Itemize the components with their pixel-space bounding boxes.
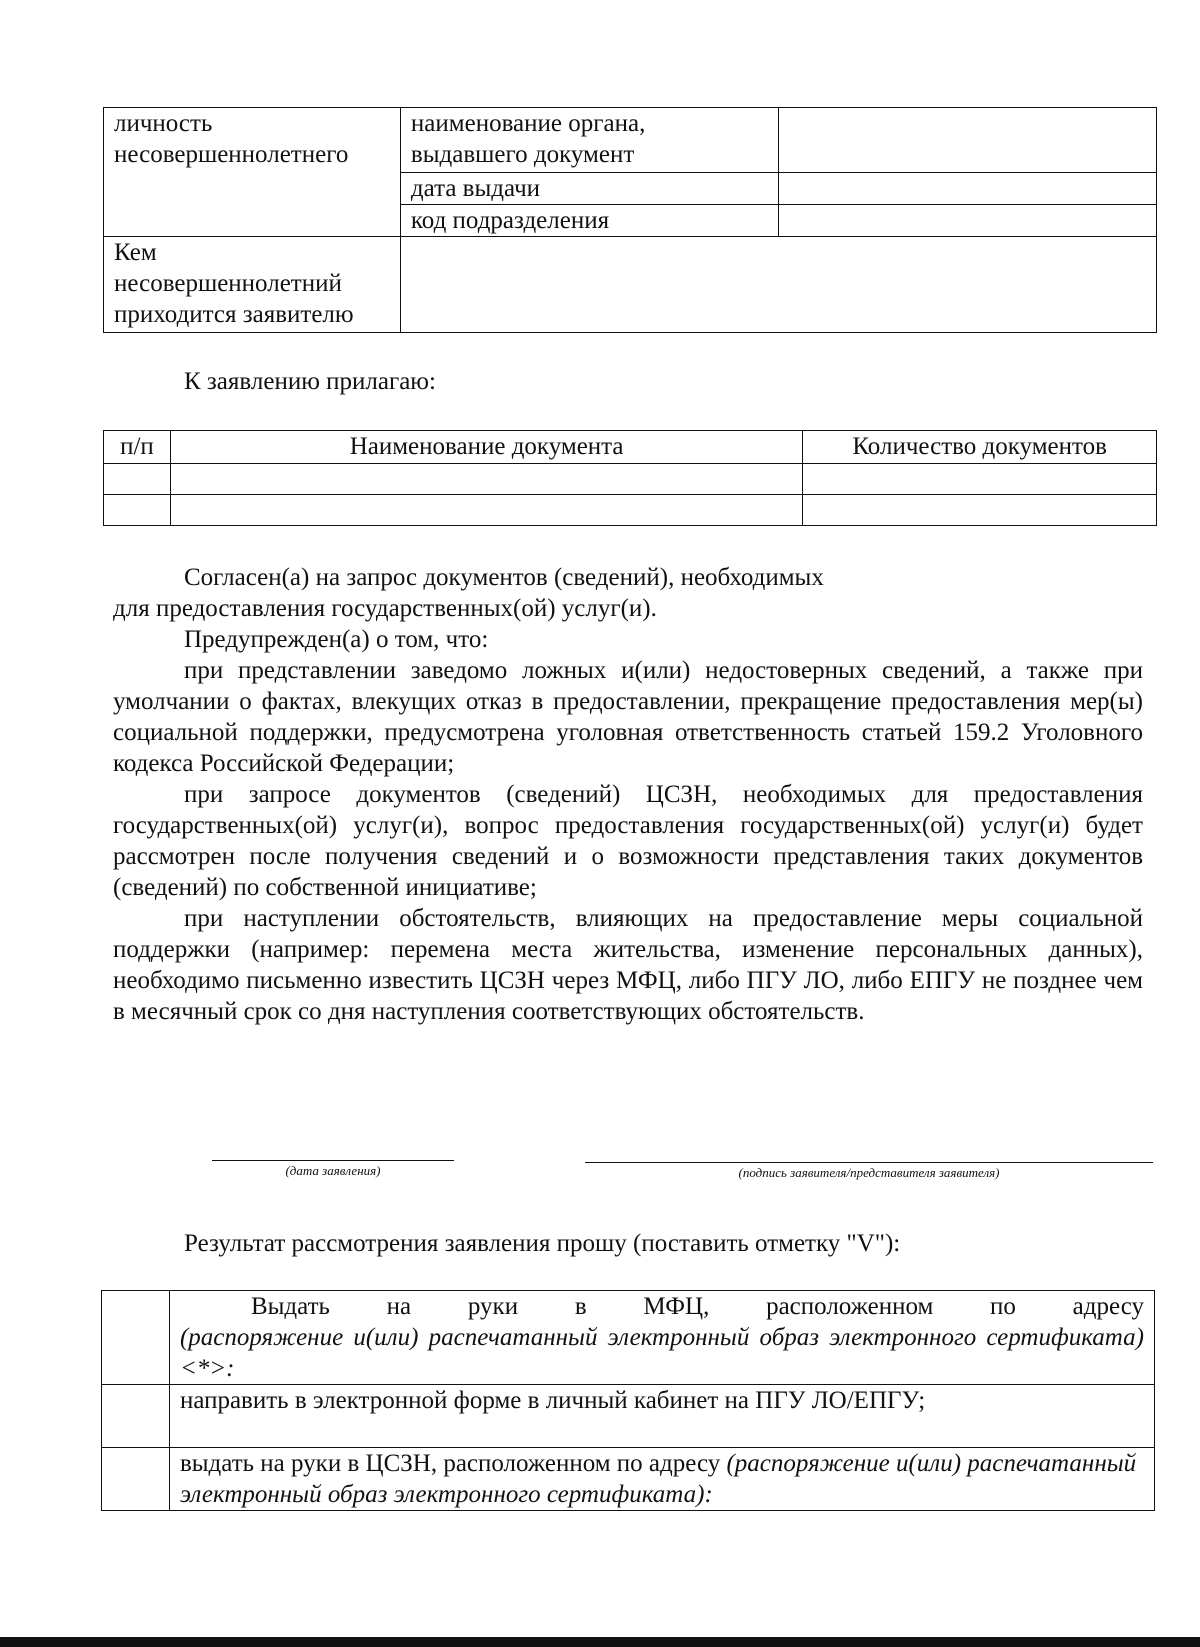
option-online-checkbox[interactable] [102, 1385, 170, 1448]
date-signature-line [212, 1160, 454, 1161]
identity-label: личность несовершеннолетнего [104, 108, 401, 237]
table-row [104, 464, 1157, 495]
applicant-signature-line [585, 1162, 1153, 1163]
division-code-label: код подразделения [400, 205, 778, 237]
issuer-label: наименование органа, выдавшего документ [400, 108, 778, 173]
col-number-header: п/п [104, 431, 171, 464]
issue-date-label: дата выдачи [400, 173, 778, 205]
warning-document-request: при запросе документов (сведений) ЦСЗН, необходимых для предоставления государственных(ой) услуг(и), вопрос предоставления государственных(ой) услуг(и) будет рассмотрен после получения сведений и о возможности представления таких документов (сведений) по собственной инициативе; [113, 781, 1143, 901]
relation-label: Кем несовершеннолетний приходится заявителю [104, 237, 401, 333]
option-mfc-checkbox[interactable] [102, 1291, 170, 1385]
scan-edge [0, 1637, 1200, 1647]
table-cell[interactable] [104, 464, 171, 495]
table-cell[interactable] [170, 464, 802, 495]
table-cell[interactable] [170, 495, 802, 526]
col-document-count-header: Количество документов [803, 431, 1157, 464]
minor-identity-table [103, 107, 1157, 333]
warning-circumstances: при наступлении обстоятельств, влияющих на предоставление меры социальной поддержки (например: перемена места жительства, изменение персональных данных), необходимо письменно известить ЦСЗН через МФЦ, либо ПГУ ЛО, либо ЕПГУ не позднее чем в месячный срок со дня наступления соответствующих обстоятельств. [113, 905, 1143, 1025]
warning-intro: Предупрежден(а) о том, что: [184, 626, 489, 653]
consent-line-2: для предоставления государственных(ой) услуг(и). [113, 595, 657, 622]
option-mfc-note: (распоряжение и(или) распечатанный электронный образ электронного сертификата) <*>: [179, 1324, 1144, 1382]
col-document-name-header: Наименование документа [170, 431, 802, 464]
consent-line-1: Согласен(а) на запрос документов (сведений), необходимых [184, 564, 824, 591]
division-code-value[interactable] [778, 205, 1156, 237]
date-label: (дата заявления) [285, 1163, 381, 1178]
result-title: Результат рассмотрения заявления прошу (поставить отметку "V"): [184, 1230, 901, 1257]
relation-value[interactable] [400, 237, 1156, 333]
consent-block [113, 562, 1143, 1027]
signature-label: (подпись заявителя/представителя заявителя) [738, 1165, 1000, 1180]
option-cszn [169, 1448, 1154, 1511]
option-cszn-text: выдать на руки в ЦСЗН, расположенном по адресу [179, 1450, 721, 1477]
attachments-table [103, 430, 1157, 526]
option-cszn-checkbox[interactable] [102, 1448, 170, 1511]
option-online: направить в электронной форме в личный кабинет на ПГУ ЛО/ЕПГУ; [169, 1385, 1154, 1448]
option-mfc [169, 1291, 1154, 1385]
attachments-title: К заявлению прилагаю: [184, 368, 436, 395]
issuer-value[interactable] [778, 108, 1156, 173]
table-cell[interactable] [803, 464, 1157, 495]
option-cszn-note: (распоряжение и(или) распечатанный электронный образ электронного сертификата): [179, 1450, 1137, 1508]
table-row [104, 495, 1157, 526]
table-cell[interactable] [803, 495, 1157, 526]
issue-date-value[interactable] [778, 173, 1156, 205]
option-mfc-text: Выдать на руки в МФЦ, расположенном по адресу [250, 1293, 1144, 1320]
result-options-table [101, 1290, 1155, 1511]
table-cell[interactable] [104, 495, 171, 526]
warning-false-info: при представлении заведомо ложных и(или) недостоверных сведений, а также при умолчании о фактах, влекущих отказ в предоставлении, прекращение предоставления мер(ы) социальной поддержки, предусмотрена уголовная ответственность статьей 159.2 Уголовного кодекса Российской Федерации; [113, 657, 1143, 777]
